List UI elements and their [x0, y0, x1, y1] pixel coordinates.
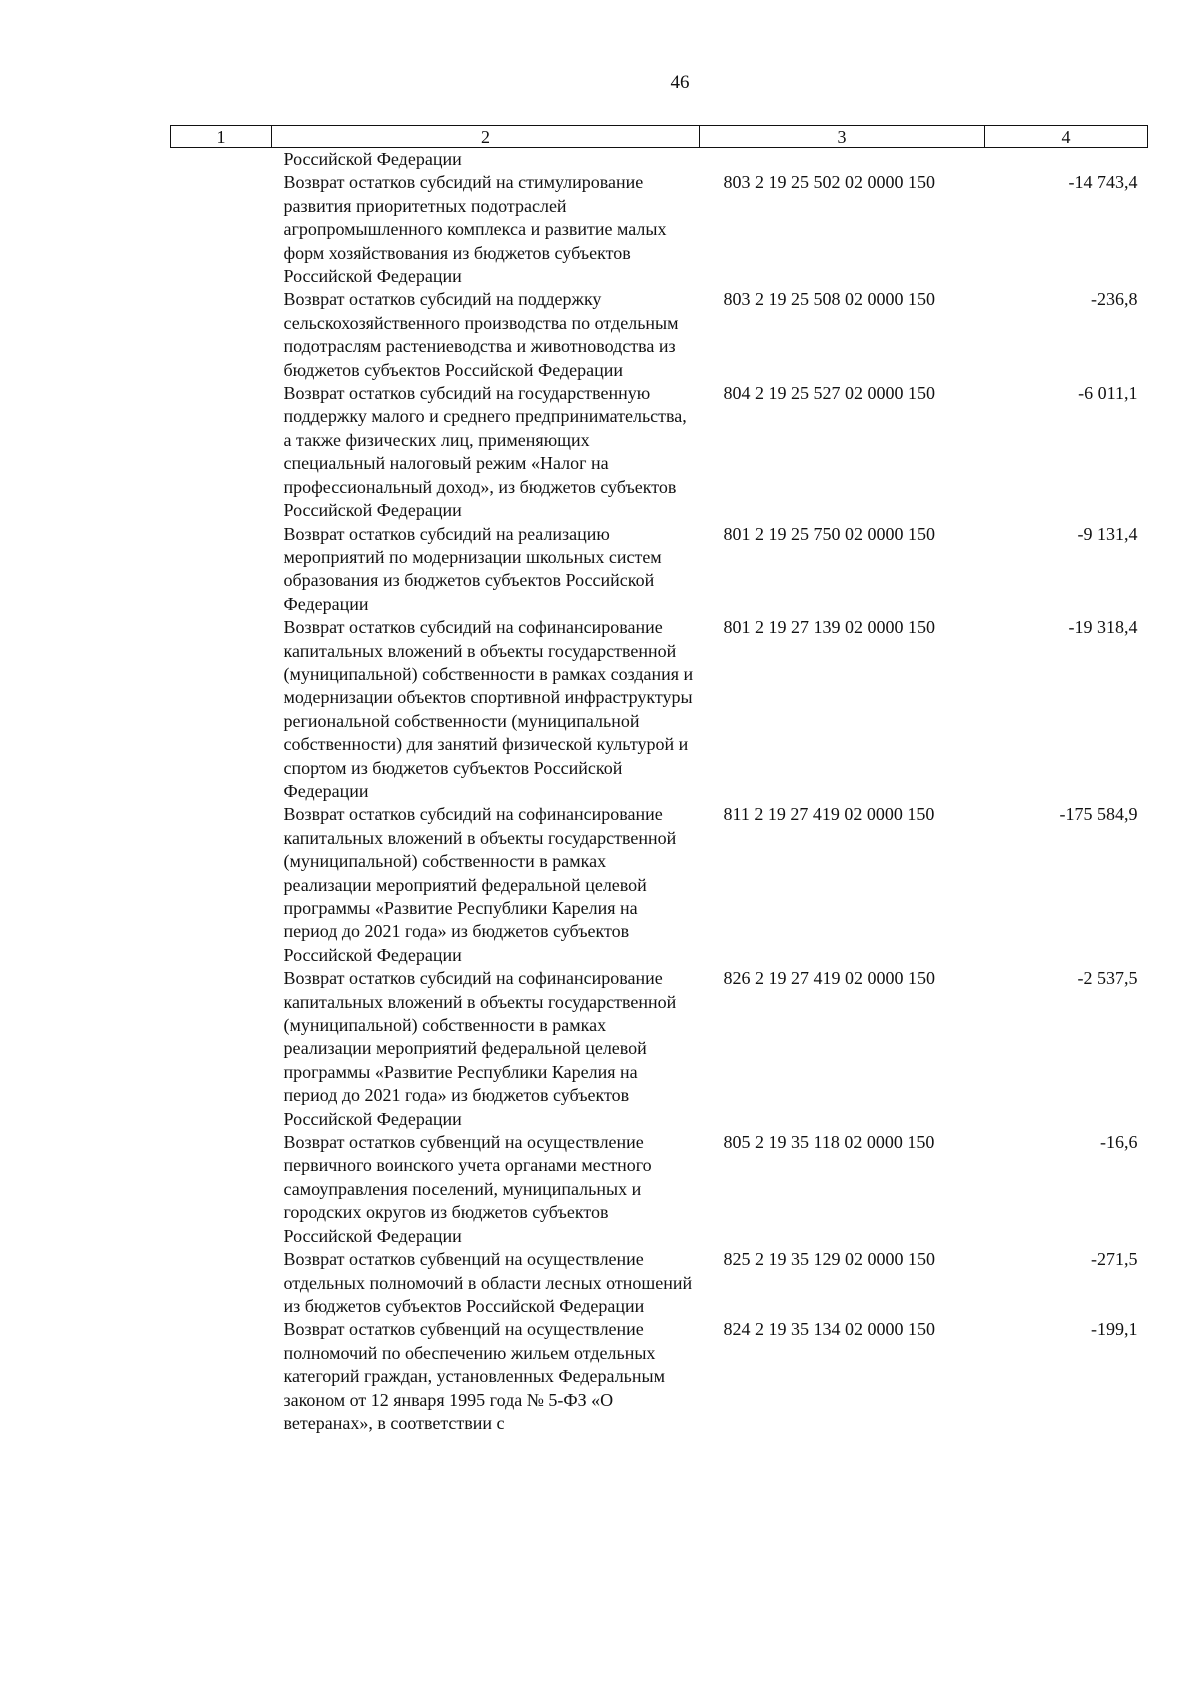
- cell-amount: -175 584,9: [1059, 804, 1138, 825]
- cell-code: 801 2 19 27 139 02 0000 150: [723, 617, 935, 638]
- cell-amount: -2 537,5: [1077, 968, 1138, 989]
- cell-name: Возврат остатков субсидий на государственную поддержку малого и среднего предпринимательства, а также физических лиц, применяющих специальный налоговый режим «Налог на профессиональный доход», из бюджетов субъектов Российской Федерации: [283, 383, 687, 521]
- cell-code: 825 2 19 35 129 02 0000 150: [723, 1249, 935, 1270]
- cell-code: 803 2 19 25 502 02 0000 150: [723, 172, 935, 193]
- cell-name: Возврат остатков субсидий на софинансирование капитальных вложений в объекты государственной (муниципальной) собственности в рамках создания и модернизации объектов спортивной инфраструктуры региональной собственности (муниципальной собственности) для занятий физической культурой и спортом из бюджетов субъектов Российской Федерации: [283, 617, 694, 801]
- budget-table: [170, 125, 1148, 1435]
- cell-amount: -6 011,1: [1078, 383, 1138, 404]
- table-row: [171, 803, 1148, 967]
- cell-amount: -9 131,4: [1077, 523, 1138, 544]
- table-row: [171, 967, 1148, 1131]
- table-row: [171, 616, 1148, 803]
- cell-name: Возврат остатков субвенций на осуществление отдельных полномочий в области лесных отношений из бюджетов субъектов Российской Федерации: [283, 1249, 693, 1316]
- page-number: 46: [670, 72, 690, 93]
- cell-code: 805 2 19 35 118 02 0000 150: [723, 1132, 935, 1153]
- cell-name: Возврат остатков субсидий на реализацию мероприятий по модернизации школьных систем образования из бюджетов субъектов Российской Федерации: [283, 523, 662, 614]
- column-header-1: 1: [171, 126, 272, 148]
- cell-empty: [171, 148, 272, 172]
- cell-name: Возврат остатков субсидий на стимулирование развития приоритетных подотраслей агропромышленного комплекса и развитие малых форм хозяйствования из бюджетов субъектов Российской Федерации: [283, 172, 667, 287]
- table-row-continuation: [171, 148, 1148, 172]
- column-header-2: 2: [272, 126, 700, 148]
- table-header-row: [171, 126, 1148, 148]
- table-row: [171, 1131, 1148, 1248]
- cell-code: 801 2 19 25 750 02 0000 150: [723, 523, 935, 544]
- cell-code: 826 2 19 27 419 02 0000 150: [723, 968, 935, 989]
- cell-amount: -19 318,4: [1068, 617, 1138, 638]
- table-row: [171, 523, 1148, 617]
- cell-code: 811 2 19 27 419 02 0000 150: [723, 804, 935, 825]
- cell-name: Возврат остатков субвенций на осуществление полномочий по обеспечению жильем отдельных категорий граждан, установленных Федеральным законом от 12 января 1995 года № 5-ФЗ «О ветеранах», в соответствии с: [283, 1319, 666, 1433]
- table-row: [171, 171, 1148, 288]
- cell-amount: -236,8: [1091, 289, 1138, 310]
- cell-amount: -14 743,4: [1068, 172, 1138, 193]
- cell-amount: -199,1: [1091, 1319, 1138, 1340]
- cell-amount: -16,6: [1100, 1132, 1138, 1153]
- cell-code: 824 2 19 35 134 02 0000 150: [723, 1319, 935, 1340]
- column-header-3: 3: [700, 126, 985, 148]
- cell-name: Возврат остатков субвенций на осуществление первичного воинского учета органами местного самоуправления поселений, муниципальных и городских округов из бюджетов субъектов Российской Федерации: [283, 1132, 652, 1246]
- cell-name: Российской Федерации: [283, 149, 462, 169]
- cell-code: 803 2 19 25 508 02 0000 150: [723, 289, 935, 310]
- table-row: [171, 1318, 1148, 1435]
- cell-name: Возврат остатков субсидий на софинансирование капитальных вложений в объекты государственной (муниципальной) собственности в рамках реализации мероприятий федеральной целевой программы «Развитие Республики Карелия на период до 2021 года» из бюджетов субъектов Российской Федерации: [283, 968, 677, 1129]
- cell-name: Возврат остатков субсидий на поддержку сельскохозяйственного производства по отдельным подотраслям растениеводства и животноводства из бюджетов субъектов Российской Федерации: [283, 289, 679, 380]
- cell-code: 804 2 19 25 527 02 0000 150: [723, 383, 935, 404]
- cell-empty: [985, 148, 1148, 172]
- table-row: [171, 382, 1148, 522]
- cell-empty: [700, 148, 985, 172]
- cell-amount: -271,5: [1091, 1249, 1138, 1270]
- column-header-4: 4: [985, 126, 1148, 148]
- table-row: [171, 1248, 1148, 1318]
- table-row: [171, 288, 1148, 382]
- cell-name: Возврат остатков субсидий на софинансирование капитальных вложений в объекты государственной (муниципальной) собственности в рамках реализации мероприятий федеральной целевой программы «Развитие Республики Карелия на период до 2021 года» из бюджетов субъектов Российской Федерации: [283, 804, 677, 965]
